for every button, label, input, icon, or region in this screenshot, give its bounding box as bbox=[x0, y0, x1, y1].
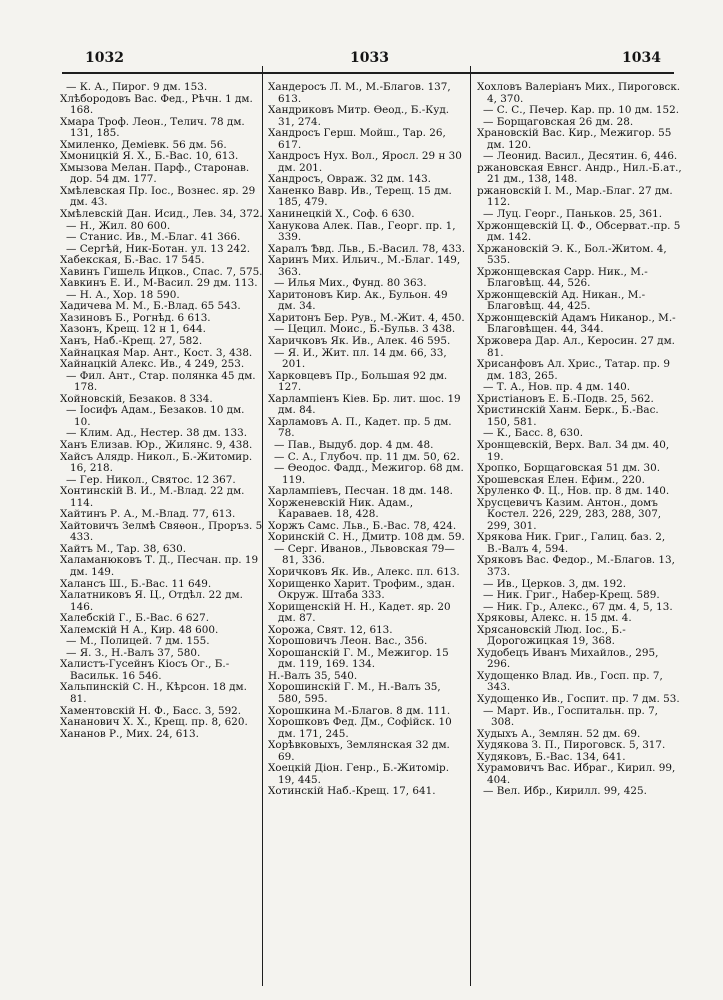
directory-entry: ржановскій І. М., Мар.-Благ. 27 дм. 112. bbox=[477, 184, 673, 209]
directory-entry: — Серг. Иванов., Львовская 79—81, 336. bbox=[274, 542, 455, 567]
directory-entry: Хряковъ Вас. Федор., М.-Благов. 13, 373. bbox=[477, 554, 675, 578]
directory-entry: — Ѳеодос. Фадд., Межигор. 68 дм. 119. bbox=[274, 462, 464, 486]
directory-entry: Хотинскій Наб.-Крещ. 17, 641. bbox=[268, 785, 436, 798]
directory-entry: Хорищенскій Н. Н., Кадет. яр. 20 дм. 87. bbox=[268, 600, 451, 625]
directory-entry: — Цецил. Моис., Б.-Бульв. 3 438. bbox=[274, 323, 456, 336]
directory-entry: Халистъ-Гусейнъ Кіосъ Ог., Б.-Васильк. 16 546. bbox=[60, 658, 230, 682]
directory-entry: — Пав., Выдуб. дор. 4 дм. 48. bbox=[274, 438, 434, 451]
directory-entry: Харалъ Ѣвд. Льв., Б.-Васил. 78, 433. bbox=[268, 242, 466, 255]
directory-entry: Харитоновъ Кир. Ак., Бульон. 49 дм. 34. bbox=[268, 288, 448, 313]
directory-column-3 bbox=[477, 82, 682, 798]
directory-entry: Худякова З. П., Пироговск. 5, 317. bbox=[477, 739, 666, 752]
directory-entry: Ханъ Елизав. Юр., Жилянс. 9, 438. bbox=[60, 438, 253, 451]
directory-entry: Хандросъ, Овраж. 32 дм. 143. bbox=[268, 173, 431, 186]
directory-entry: Хонтинскій В. И., М.-Влад. 22 дм. 114. bbox=[60, 485, 245, 509]
directory-entry: Харковцевъ Пр., Большая 92 дм. 127. bbox=[268, 369, 448, 394]
directory-entry: Худяковъ, Б.-Вас. 134, 641. bbox=[477, 750, 626, 763]
directory-entry: Халаманюковъ Т. Д., Песчан. пр. 19 дм. 149. bbox=[60, 554, 259, 578]
directory-entry: Хрисанфовъ Ал. Хрис., Татар. пр. 9 дм. 183, 265. bbox=[477, 358, 670, 382]
directory-entry: Хорожа, Свят. 12, 613. bbox=[268, 623, 393, 636]
directory-entry: Хоецкій Діон. Генр., Б.-Житомір. 19, 445. bbox=[268, 762, 450, 786]
directory-entry: Харлампіевъ, Песчан. 18 дм. 148. bbox=[268, 485, 453, 498]
directory-entry: Хананов Р., Мих. 24, 613. bbox=[60, 727, 199, 740]
directory-entry: Хоричковъ Як. Ив., Алекс. пл. 613. bbox=[268, 565, 460, 578]
directory-entry: Хохловъ Валеріанъ Мих., Пироговск. 4, 370. bbox=[477, 81, 681, 105]
directory-entry: Хойновскій, Безаков. 8 334. bbox=[60, 392, 213, 405]
directory-entry: Хаментовскій Н. Ф., Басс. 3, 592. bbox=[60, 704, 242, 717]
directory-entry: Хржонщевскій Адамъ Никанор., М.-Благовѣщен. 44, 344. bbox=[477, 311, 676, 336]
directory-entry: Хорищенко Харит. Трофим., здан. Окруж. Штаба 333. bbox=[268, 577, 455, 602]
directory-entry: Хандриковъ Митр. Ѳеод., Б.-Куд. 31, 274. bbox=[268, 104, 450, 128]
directory-entry: Халемскій Н А., Кир. 48 600. bbox=[60, 623, 219, 636]
directory-entry: Хорошанскій Г. М., Межигор. 15 дм. 119, 169. 134. bbox=[268, 646, 449, 671]
directory-entry: Хрошевская Елен. Ефим., 220. bbox=[477, 473, 645, 486]
directory-entry: Хандеросъ Л. М., М.-Благов. 137, 613. bbox=[268, 81, 451, 105]
directory-entry: Халансъ Ш., Б.-Вас. 11 649. bbox=[60, 577, 212, 590]
directory-entry: Хронщевскій, Верх. Вал. 34 дм. 40, 19. bbox=[477, 438, 670, 463]
directory-entry: Хавкинъ Е. И., М-Васил. 29 дм. 113. bbox=[60, 277, 258, 290]
directory-entry: — К., Басс. 8, 630. bbox=[483, 427, 584, 440]
directory-entry: Хандросъ Нух. Вол., Яросл. 29 н 30 дм. 201. bbox=[268, 150, 462, 174]
directory-entry: Хрясановскій Люд. Іос., Б.-Дорогожицкая 19, 368. bbox=[477, 623, 626, 648]
directory-entry: Хадичева М. М., Б.-Влад. 65 543. bbox=[60, 300, 241, 313]
directory-entry: Харичковъ Як. Ив., Алек. 46 595. bbox=[268, 335, 451, 348]
directory-column-2 bbox=[268, 82, 465, 798]
directory-entry: — Я. З., Н.-Валъ 37, 580. bbox=[66, 646, 201, 659]
directory-column-1 bbox=[60, 82, 263, 740]
directory-entry: — Илья Мих., Фунд. 80 363. bbox=[274, 277, 427, 290]
directory-entry: — М., Полицей. 7 дм. 155. bbox=[66, 635, 210, 648]
directory-entry: — С. А., Глубоч. пр. 11 дм. 50, 62. bbox=[274, 450, 460, 463]
directory-entry: Хавинъ Гишель Ицков., Спас. 7, 575. bbox=[60, 265, 263, 278]
directory-entry: — Н. А., Хор. 18 590. bbox=[66, 288, 180, 301]
directory-entry: Хандросъ Герш. Мойш., Тар. 26, 617. bbox=[268, 127, 446, 151]
directory-entry: Хабекская, Б.-Вас. 17 545. bbox=[60, 254, 205, 267]
directory-entry: Хорошкина М.-Благов. 8 дм. 111. bbox=[268, 704, 451, 717]
directory-entry: Хрусцевичъ Казим. Антон., домъ Костел. 226, 229, 283, 288, 307, 299, 301. bbox=[477, 496, 662, 532]
page-number-left: 1032 bbox=[85, 50, 124, 66]
directory-entry: — Клим. Ад., Нестер. 38 дм. 133. bbox=[66, 427, 248, 440]
directory-entry: Ханинецкій Х., Соф. 6 630. bbox=[268, 208, 415, 221]
directory-entry: — Сергѣй, Ник-Ботан. ул. 13 242. bbox=[66, 242, 251, 255]
directory-entry: Худощенко Ив., Госпит. пр. 7 дм. 53. bbox=[477, 692, 680, 705]
directory-entry: ржановская Евнсг. Андр., Нил.-Б.ат., 21 дм., 138, 148. bbox=[477, 161, 682, 186]
directory-entry: Хмиленко, Деміевк. 56 дм. 56. bbox=[60, 138, 227, 151]
directory-entry: Хрякова Ник. Григ., Галиц. баз. 2, В.-Валъ 4, 594. bbox=[477, 531, 666, 555]
directory-entry: Хржонщевскій Ц. Ф., Обсерват.-пр. 5 дм. 142. bbox=[477, 219, 681, 244]
directory-entry: — Гер. Никол., Святос. 12 367. bbox=[66, 473, 236, 486]
directory-entry: Ханенко Вавр. Ив., Терещ. 15 дм. 185, 479. bbox=[268, 184, 452, 209]
directory-entry: — Луц. Георг., Паньков. 25, 361. bbox=[483, 208, 663, 221]
directory-entry: Хайнацкій Алекс. Ив., 4 249, 253. bbox=[60, 358, 245, 371]
directory-entry: — Март. Ив., Госпитальн. пр. 7, 308. bbox=[483, 704, 658, 729]
directory-entry: Хорошинскій Г. М., Н.-Валъ 35, 580, 595. bbox=[268, 681, 441, 705]
directory-entry: Хруленко Ф. Ц., Нов. пр. 8 дм. 140. bbox=[477, 485, 670, 498]
directory-entry: Хоржъ Самс. Льв., Б.-Вас. 78, 424. bbox=[268, 519, 457, 532]
directory-entry: Хорошовичъ Леон. Вас., 356. bbox=[268, 635, 428, 648]
directory-entry: — Станис. Ив., М.-Благ. 41 366. bbox=[66, 231, 241, 244]
directory-entry: Худыхъ А., Землян. 52 дм. 69. bbox=[477, 727, 641, 740]
directory-entry: — К. А., Пирог. 9 дм. 153. bbox=[66, 81, 208, 93]
directory-entry: Хурамовичъ Вас. Ибраг., Кирил. 99, 404. bbox=[477, 762, 676, 786]
directory-entry: Хайтовичъ Зелмѣ Свяѳон., Проръз. 5 433. bbox=[60, 519, 263, 544]
page-number-center: 1033 bbox=[350, 50, 389, 66]
directory-entry: — Ив., Церков. 3, дм. 192. bbox=[483, 577, 627, 590]
directory-entry: — Я. И., Жит. пл. 14 дм. 66, 33, 201. bbox=[274, 346, 447, 371]
directory-entry: Хальпинскій С. Н., Кѣрсон. 18 дм. 81. bbox=[60, 681, 247, 705]
directory-entry: Хайтъ М., Тар. 38, 630. bbox=[60, 542, 187, 555]
directory-entry: Хряковы, Алекс. н. 15 дм. 4. bbox=[477, 612, 632, 625]
directory-entry: Ханукова Алек. Пав., Георг. пр. 1, 339. bbox=[268, 219, 456, 244]
directory-entry: Хорошковъ Фед. Дм., Софійск. 10 дм. 171, 245. bbox=[268, 716, 452, 740]
directory-entry: Хропко, Борщаговская 51 дм. 30. bbox=[477, 462, 661, 475]
directory-entry: Харлампіенъ Кіев. Бр. лит. шос. 19 дм. 84. bbox=[268, 392, 461, 417]
directory-entry: Храновскій Вас. Кир., Межигор. 55 дм. 120. bbox=[477, 127, 672, 151]
column-divider-right bbox=[470, 66, 471, 986]
directory-entry: — Іосифъ Адам., Безаков. 10 дм. 10. bbox=[66, 404, 245, 428]
directory-entry: Худобецъ Иванъ Михайлов., 295, 296. bbox=[477, 646, 659, 671]
directory-entry: — Леонид. Васил., Десятин. 6, 446. bbox=[483, 150, 678, 163]
directory-entry: — Н., Жил. 80 600. bbox=[66, 219, 171, 232]
directory-entry: Харламовъ А. П., Кадет. пр. 5 дм. 78. bbox=[268, 415, 452, 440]
directory-entry: Хмоницкій Я. Х., Б.-Вас. 10, 613. bbox=[60, 150, 239, 163]
directory-entry: Хмѣлевская Пр. Іос., Вознес. яр. 29 дм. 43. bbox=[60, 184, 256, 209]
directory-entry: Христіановъ Е. Б.-Подв. 25, 562. bbox=[477, 392, 654, 405]
header-rule bbox=[62, 72, 674, 74]
directory-entry: Хананович Х. Х., Крещ. пр. 8, 620. bbox=[60, 716, 248, 729]
directory-entry: Хайсъ Алядр. Никол., Б.-Житомир. 16, 218. bbox=[60, 450, 253, 475]
directory-entry: Халебскій Г., Б.-Вас. 6 627. bbox=[60, 612, 210, 625]
directory-entry: Хмызова Мелан. Парф., Старонав. дор. 54 дм. 177. bbox=[60, 161, 250, 186]
directory-entry: Харитонъ Бер. Рув., М.-Жит. 4, 450. bbox=[268, 311, 465, 324]
directory-entry: Хорѣвковыхъ, Землянская 32 дм. 69. bbox=[268, 739, 450, 763]
directory-entry: Хлѣбородовъ Вас. Фед., Рѣчн. 1 дм. 168. bbox=[60, 92, 253, 117]
directory-entry: Н.-Валъ 35, 540. bbox=[268, 669, 358, 682]
directory-entry: — Ник. Гр., Алекс., 67 дм. 4, 5, 13. bbox=[483, 600, 673, 613]
directory-entry: Хмара Троф. Леон., Телич. 78 дм. 131, 185. bbox=[60, 115, 245, 140]
directory-entry: Хайнацкая Мар. Ант., Кост. 3, 438. bbox=[60, 346, 253, 359]
directory-entry: Хазиновъ Б., Рогнѣд. 6 613. bbox=[60, 311, 211, 324]
directory-entry: — Т. А., Нов. пр. 4 дм. 140. bbox=[483, 381, 631, 394]
directory-entry: — С. С., Печер. Кар. пр. 10 дм. 152. bbox=[483, 104, 680, 117]
directory-entry: Хмѣлевскій Дан. Исид., Лев. 34, 372. bbox=[60, 208, 263, 221]
directory-entry: Халатниковъ Я. Ц., Отдѣл. 22 дм. 146. bbox=[60, 589, 243, 613]
directory-entry: Ханъ, Наб.-Крещ. 27, 582. bbox=[60, 335, 203, 348]
directory-entry: Хржонщевскій Ад. Никан., М.-Благовѣщ. 44, 425. bbox=[477, 288, 646, 313]
page-number-right: 1034 bbox=[622, 50, 661, 66]
directory-entry: Хоринскій С. Н., Дмитр. 108 дм. 59. bbox=[268, 531, 465, 544]
directory-entry: — Фил. Ант., Стар. полянка 45 дм. 178. bbox=[66, 369, 256, 394]
directory-entry: — Ник. Григ., Набер-Крещ. 589. bbox=[483, 589, 660, 602]
directory-entry: Худощенко Влад. Ив., Госп. пр. 7, 343. bbox=[477, 669, 663, 694]
directory-entry: Хржовера Дар. Ал., Керосин. 27 дм. 81. bbox=[477, 335, 675, 359]
directory-entry: Хайтинъ Р. А., М.-Влад. 77, 613. bbox=[60, 508, 236, 521]
directory-entry: — Вел. Ибр., Кирилл. 99, 425. bbox=[483, 785, 647, 798]
directory-entry: Хазонъ, Крещ. 12 н 1, 644. bbox=[60, 323, 206, 336]
directory-entry: — Борщаговская 26 дм. 28. bbox=[483, 115, 634, 128]
directory-entry: Христинскій Ханм. Берк., Б.-Вас. 150, 581. bbox=[477, 404, 659, 428]
directory-entry: Хорженевскій Ник. Адам., Караваев. 18, 428. bbox=[268, 496, 414, 521]
directory-entry: Хржонщевская Сарр. Ник., М.-Благовѣщ. 44, 526. bbox=[477, 265, 648, 290]
directory-entry: Хржановскій Э. К., Бол.-Житом. 4, 535. bbox=[477, 242, 667, 267]
directory-entry: Харинъ Мих. Ильич., М.-Благ. 149, 363. bbox=[268, 254, 461, 278]
